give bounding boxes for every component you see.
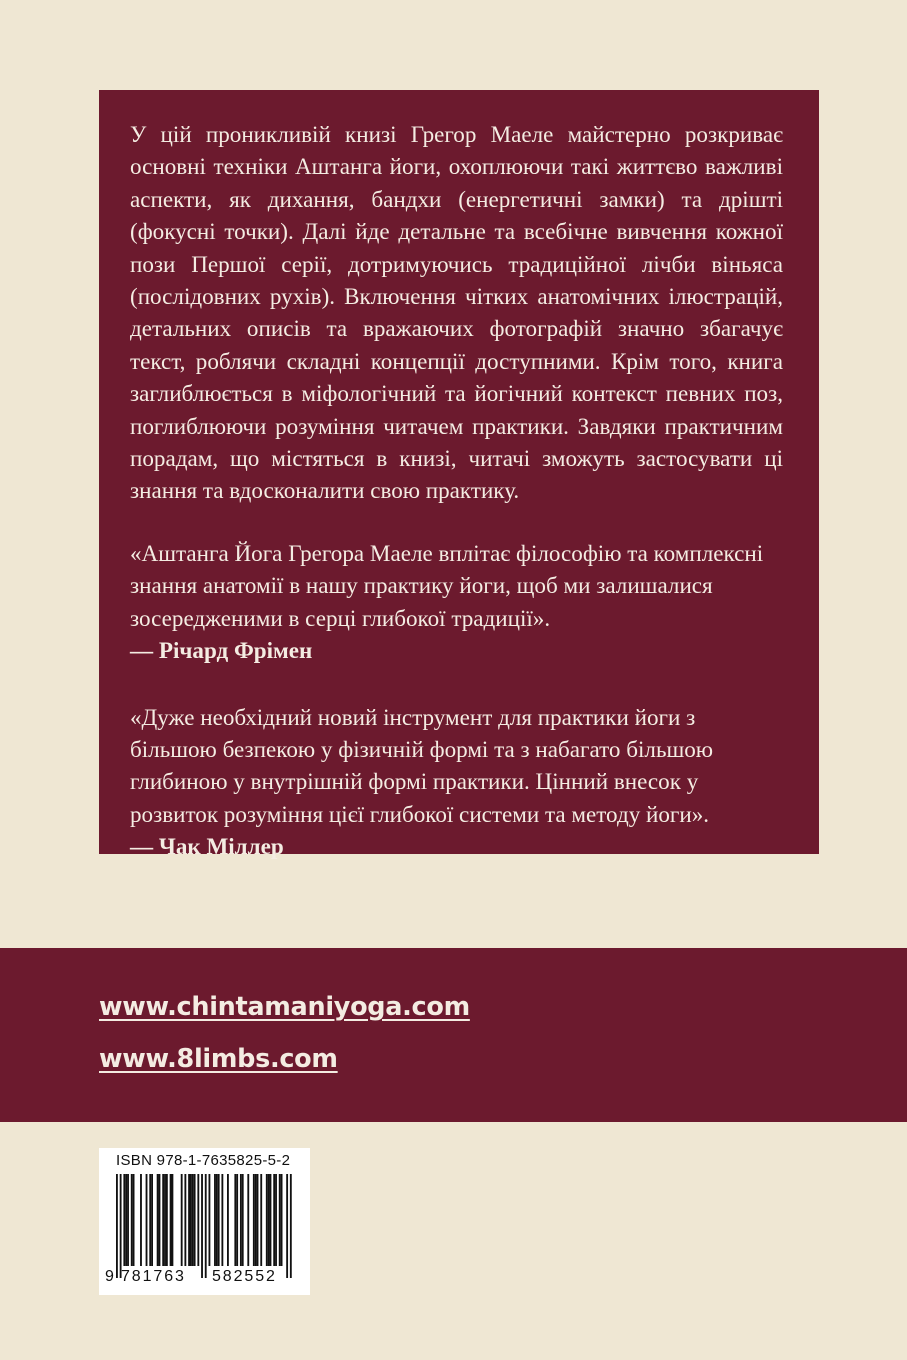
barcode-bar [286, 1174, 288, 1278]
barcode-bar [253, 1174, 255, 1266]
description-panel [99, 90, 819, 860]
barcode-bar [190, 1174, 192, 1266]
quote-2-author: — Чак Міллер [130, 833, 284, 860]
barcode-bar [192, 1174, 194, 1266]
barcode-bar [181, 1174, 183, 1266]
website-link-8limbs[interactable]: www.8limbs.com [99, 1044, 338, 1074]
barcode-bar [218, 1174, 220, 1266]
barcode-bar [236, 1174, 238, 1266]
barcode-bar [149, 1174, 151, 1266]
barcode-bar [242, 1174, 244, 1266]
barcode-bar [197, 1174, 199, 1266]
barcode-bar [247, 1174, 249, 1266]
barcode-bar [273, 1174, 275, 1266]
barcode-bar [270, 1174, 272, 1266]
barcode-bar [201, 1174, 203, 1278]
quote-1-author: — Річард Фрімен [130, 637, 313, 664]
barcode-bar [164, 1174, 166, 1266]
isbn-barcode [99, 1148, 310, 1295]
barcode-digits-left: 781763 [121, 1268, 186, 1285]
barcode-bar [216, 1174, 218, 1266]
barcode-bar [170, 1174, 172, 1266]
barcode-digit-first: 9 [105, 1268, 114, 1285]
barcode-bar [146, 1174, 148, 1266]
barcode-bar [221, 1174, 223, 1266]
barcode-bar [120, 1174, 122, 1278]
barcode-bar [127, 1174, 129, 1266]
quote-2-text: «Дуже необхідний новий інструмент для практики йоги з більшою безпекою у фізичній формі та з набагато більшою глибиною у внутрішній формі практики. Цінний внесок у розвиток розуміння цієї глибокої системи та методу йоги». [130, 703, 714, 827]
barcode-bar [125, 1174, 127, 1266]
barcode-bar [159, 1174, 161, 1266]
barcode-bar [151, 1174, 153, 1266]
barcode-bar [257, 1174, 259, 1266]
isbn-label: ISBN 978-1-7635825-5-2 [116, 1152, 291, 1169]
barcode-bar [131, 1174, 133, 1266]
barcode-bar [133, 1174, 135, 1266]
barcode-bar [290, 1174, 292, 1278]
barcode-bar [279, 1174, 281, 1266]
quote-1-text: «Аштанга Йога Грегора Маеле вплітає філософію та комплексні знання анатомії в нашу практику йоги, щоб ми залишалися зосередженими в серці глибокої традиції». [130, 539, 764, 631]
barcode-bar [255, 1174, 257, 1266]
barcode-bar [227, 1174, 229, 1266]
barcode-bar [275, 1174, 277, 1266]
barcode-bar [240, 1174, 242, 1266]
barcode-bar [166, 1174, 168, 1266]
website-band [0, 948, 907, 1122]
barcode-bar [194, 1174, 196, 1266]
barcode-bar [268, 1174, 270, 1266]
barcode-bar [172, 1174, 174, 1266]
barcode-bar [260, 1174, 262, 1266]
barcode-bar [214, 1174, 216, 1266]
barcode-bar [281, 1174, 283, 1266]
barcode-bar [140, 1174, 142, 1266]
barcode-bar [184, 1174, 186, 1266]
website-link-chintamaniyoga[interactable]: www.chintamaniyoga.com [99, 992, 470, 1022]
barcode-bar [205, 1174, 207, 1278]
barcode-bar [234, 1174, 236, 1266]
barcode-bar [162, 1174, 164, 1266]
barcode-bar [188, 1174, 190, 1266]
barcode-bar [123, 1174, 125, 1266]
description-paragraph: У цій проникливій книзі Грегор Маеле майстерно розкриває основні техніки Аштанга йоги, охоплюючи такі життєво важливі аспекти, як дихання, бандхи (енергетичні замки) та дрішті (фокусні точки). Далі йде детальне та всебічне вивчення кожної пози Першої серії, дотримуючись традиційної лічби віньяса (послідовних рухів). Включення чітких анатомічних ілюстрацій, детальних описів та вражаючих фотографій значно збагачує текст, роблячи складні концепції доступними. Крім того, книга заглиблюється в міфологічний та йогічний контекст певних поз, поглиблюючи розуміння читачем практики. Завдяки практичним порадам, що містяться в книзі, читачі зможуть застосувати ці знання та вдосконалити свою практику. [130, 121, 783, 504]
barcode-bar [116, 1174, 118, 1278]
barcode-bar [157, 1174, 159, 1266]
barcode-bar [266, 1174, 268, 1266]
barcode-digits-right: 582552 [212, 1268, 277, 1285]
barcode-bar [209, 1174, 211, 1266]
